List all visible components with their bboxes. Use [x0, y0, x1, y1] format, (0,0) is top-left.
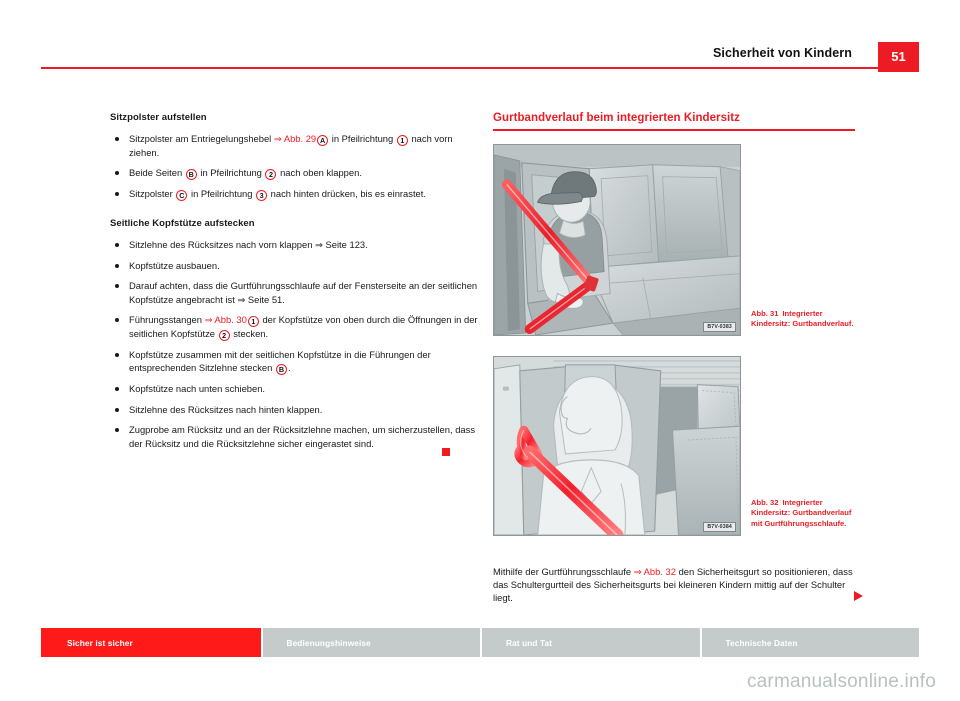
list-item: Sitzlehne des Rücksitzes nach vorn klappen ⇒ Seite 123.: [110, 238, 482, 251]
section-heading: Gurtbandverlauf beim integrierten Kindersitz: [493, 112, 740, 124]
list-item: Sitzpolster C in Pfeilrichtung 3 nach hinten drücken, bis es einrastet.: [110, 187, 482, 201]
instruction-list-kopfstuetze: [110, 238, 482, 450]
figure-caption-text-32: Integrierter Kindersitz: Gurtbandverlauf mit Gurtführungsschlaufe.: [751, 497, 852, 528]
list-item: Darauf achten, dass die Gurtführungsschlaufe auf der Fensterseite an der seitlichen Kopfstütze angebracht ist ⇒ Seite 51.: [110, 279, 482, 306]
figure-image-32: [493, 356, 741, 536]
callout-marker-a: A: [317, 135, 328, 146]
header-divider: [41, 67, 878, 69]
footer-tab-label: Rat und Tat: [506, 637, 553, 648]
footer-tab-label: Sicher ist sicher: [67, 637, 133, 648]
list-item: Führungsstangen ⇒ Abb. 30 1 der Kopfstütze von oben durch die Öffnungen in der seitlichen Kopfstütze 2 stecken.: [110, 313, 482, 341]
left-column: [110, 112, 482, 457]
callout-marker-2: 2: [265, 169, 276, 180]
footer-tab-2[interactable]: [482, 628, 700, 657]
callout-marker-2: 2: [219, 330, 230, 341]
page-number-badge: [878, 42, 919, 72]
figure-image-31: [493, 144, 741, 336]
section-heading-divider: [493, 129, 855, 131]
figure-caption-32: [751, 498, 859, 530]
list-item: Kopfstütze ausbauen.: [110, 259, 482, 272]
list-item: Kopfstütze zusammen mit der seitlichen Kopfstütze in die Führungen der entsprechenden Sitzlehne stecken B .: [110, 348, 482, 375]
section-end-marker: [442, 443, 450, 461]
page-reference[interactable]: ⇒ Seite 51.: [237, 293, 285, 305]
child-in-rear-seat-illustration: [494, 145, 740, 335]
figure-caption-number-31: Abb. 31: [751, 308, 779, 318]
page-title: Sicherheit von Kindern: [712, 46, 852, 60]
figure-block-31: [493, 144, 863, 344]
footer-tab-label: Technische Daten: [725, 637, 798, 648]
callout-marker-1: 1: [397, 135, 408, 146]
footer-tab-label: Bedienungshinweise: [286, 637, 371, 648]
figure-caption-number-32: Abb. 32: [751, 497, 779, 507]
footer-tab-0[interactable]: [41, 628, 261, 657]
page-number-value: 51: [891, 49, 906, 64]
continue-arrow-icon: [854, 591, 863, 601]
footer-tab-1[interactable]: [263, 628, 481, 657]
page-header: [0, 0, 960, 78]
cross-reference-link[interactable]: ⇒ Abb. 29: [273, 133, 317, 144]
callout-marker-b: B: [186, 169, 197, 180]
figure-code-32: B7V-0384: [703, 522, 736, 532]
closing-paragraph-wrapper: [493, 565, 863, 605]
callout-marker-c: C: [176, 190, 187, 201]
callout-marker-b: B: [276, 364, 287, 375]
callout-marker-3: 3: [256, 190, 267, 201]
figure-caption-31: [751, 309, 859, 330]
cross-reference-link[interactable]: ⇒ Abb. 30: [204, 314, 247, 326]
watermark: carmanualsonline.info: [746, 671, 936, 692]
callout-marker-1: 1: [248, 316, 259, 327]
footer-tab-3[interactable]: [702, 628, 920, 657]
list-item: Kopfstütze nach unten schieben.: [110, 382, 482, 395]
figure-caption-text-31: Integrierter Kindersitz: Gurtbandverlauf.: [751, 308, 854, 329]
belt-guide-loop-illustration: [494, 357, 740, 535]
page-reference[interactable]: ⇒ Seite 123.: [315, 239, 368, 251]
list-item: Beide Seiten B in Pfeilrichtung 2 nach oben klappen.: [110, 166, 482, 180]
closing-paragraph: Mithilfe der Gurtführungsschlaufe ⇒ Abb. 32 den Sicherheitsgurt so positionieren, dass das Schultergurtteil des Sicherheitsgurts bei kleineren Kindern mittig auf der Schulter liegt.: [493, 565, 853, 604]
right-column: [493, 112, 863, 605]
subheading-kopfstuetze: Seitliche Kopfstütze aufstecken: [110, 218, 255, 230]
figure-code-31: B7V-0383: [703, 322, 736, 332]
list-item: Zugprobe am Rücksitz und an der Rücksitzlehne machen, um sicherzustellen, dass der Rücksitz und die Rücksitzlehne sicher eingerastet sind.: [110, 423, 482, 450]
subheading-sitzpolster: Sitzpolster aufstellen: [110, 112, 207, 123]
cross-reference-link[interactable]: ⇒ Abb. 32: [633, 565, 676, 577]
list-item: Sitzpolster am Entriegelungshebel ⇒ Abb. 29 A in Pfeilrichtung 1 nach vorn ziehen.: [110, 132, 482, 159]
footer-tab-bar: [41, 628, 919, 657]
list-item: Sitzlehne des Rücksitzes nach hinten klappen.: [110, 403, 482, 416]
instruction-list-sitzpolster: [110, 132, 482, 201]
figure-block-32: [493, 356, 863, 551]
